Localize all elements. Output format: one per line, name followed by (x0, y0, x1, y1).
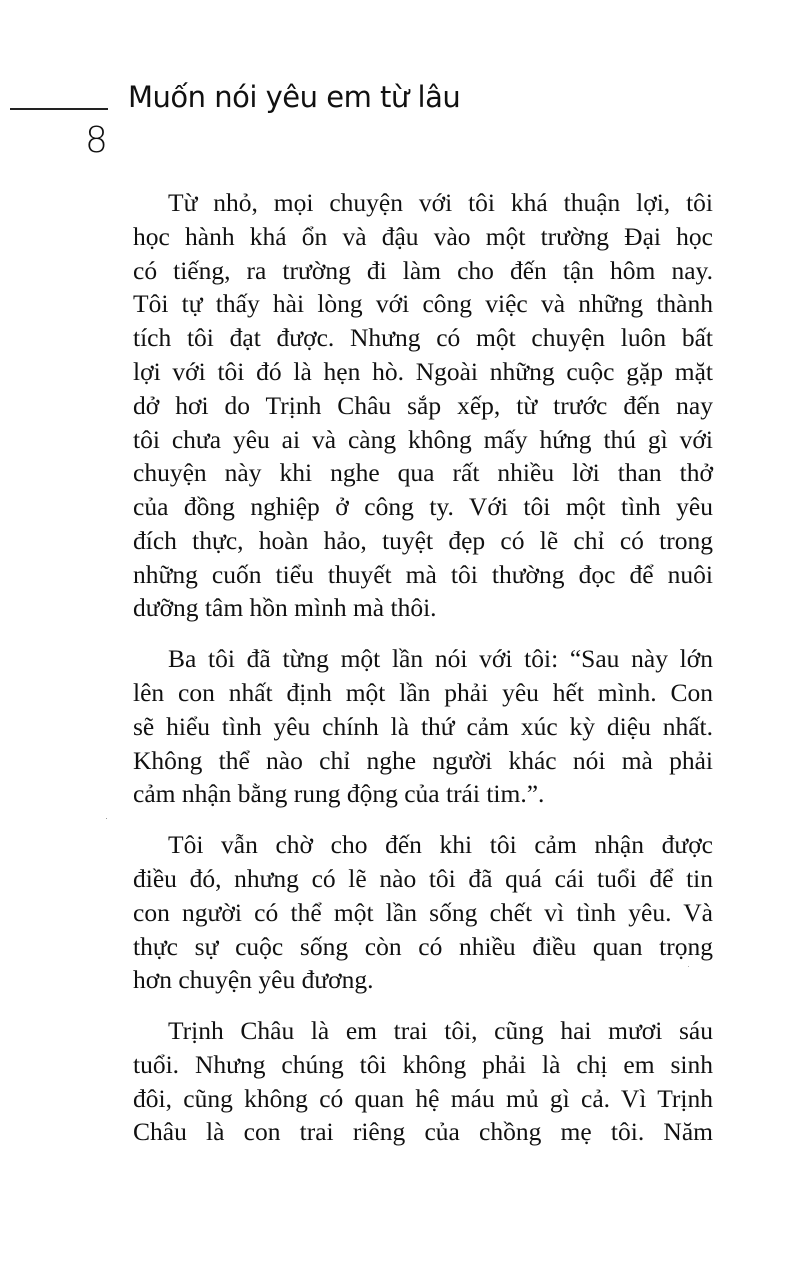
scan-speck (688, 966, 689, 967)
text-line: dưỡng tâm hồn mình mà thôi. (133, 593, 437, 622)
text-line: những cuốn tiểu thuyết mà tôi thường đọc để nuôi (133, 560, 713, 589)
text-line: dở hơi do Trịnh Châu sắp xếp, từ trước đến nay (133, 391, 713, 420)
text-line: Từ nhỏ, mọi chuyện với tôi khá thuận lợi, tôi (168, 188, 713, 217)
text-line: thực sự cuộc sống còn có nhiều điều quan trọng (133, 932, 713, 961)
text-line: sẽ hiểu tình yêu chính là thứ cảm xúc kỳ diệu nhất. (133, 712, 713, 741)
text-line: đôi, cũng không có quan hệ máu mủ gì cả. Vì Trịnh (133, 1084, 713, 1113)
text-line: Không thể nào chỉ nghe người khác nói mà phải (133, 746, 713, 775)
text-line: điều đó, nhưng có lẽ nào tôi đã quá cái tuổi để tin (133, 864, 713, 893)
text-line: tích tôi đạt được. Nhưng có một chuyện luôn bất (133, 323, 713, 352)
text-line: lên con nhất định một lần phải yêu hết mình. Con (133, 678, 713, 707)
header-rule (10, 108, 108, 110)
text-line: Tôi vẫn chờ cho đến khi tôi cảm nhận được (168, 830, 713, 859)
text-line: chuyện này khi nghe qua rất nhiều lời than thở (133, 458, 713, 487)
text-line: của đồng nghiệp ở công ty. Với tôi một tình yêu (133, 492, 713, 521)
text-line: Châu là con trai riêng của chồng mẹ tôi. Năm (133, 1117, 713, 1146)
page-number: 8 (85, 120, 108, 161)
text-line: đích thực, hoàn hảo, tuyệt đẹp có lẽ chỉ có trong (133, 526, 713, 555)
text-line: con người có thể một lần sống chết vì tình yêu. Và (133, 898, 713, 927)
text-line: hơn chuyện yêu đương. (133, 965, 374, 994)
text-line: lợi với tôi đó là hẹn hò. Ngoài những cuộc gặp mặt (133, 357, 713, 386)
text-line: cảm nhận bằng rung động của trái tim.”. (133, 779, 545, 808)
text-line: Ba tôi đã từng một lần nói với tôi: “Sau này lớn (168, 644, 713, 673)
text-line: tuổi. Nhưng chúng tôi không phải là chị em sinh (133, 1050, 713, 1079)
text-line: Trịnh Châu là em trai tôi, cũng hai mươi sáu (168, 1016, 713, 1045)
text-line: tôi chưa yêu ai và càng không mấy hứng thú gì với (133, 425, 713, 454)
text-line: Tôi tự thấy hài lòng với công việc và những thành (133, 289, 713, 318)
text-line: học hành khá ổn và đậu vào một trường Đại học (133, 222, 713, 251)
scan-speck (106, 818, 107, 819)
text-line: có tiếng, ra trường đi làm cho đến tận hôm nay. (133, 256, 713, 285)
running-title: Muốn nói yêu em từ lâu (128, 80, 461, 114)
